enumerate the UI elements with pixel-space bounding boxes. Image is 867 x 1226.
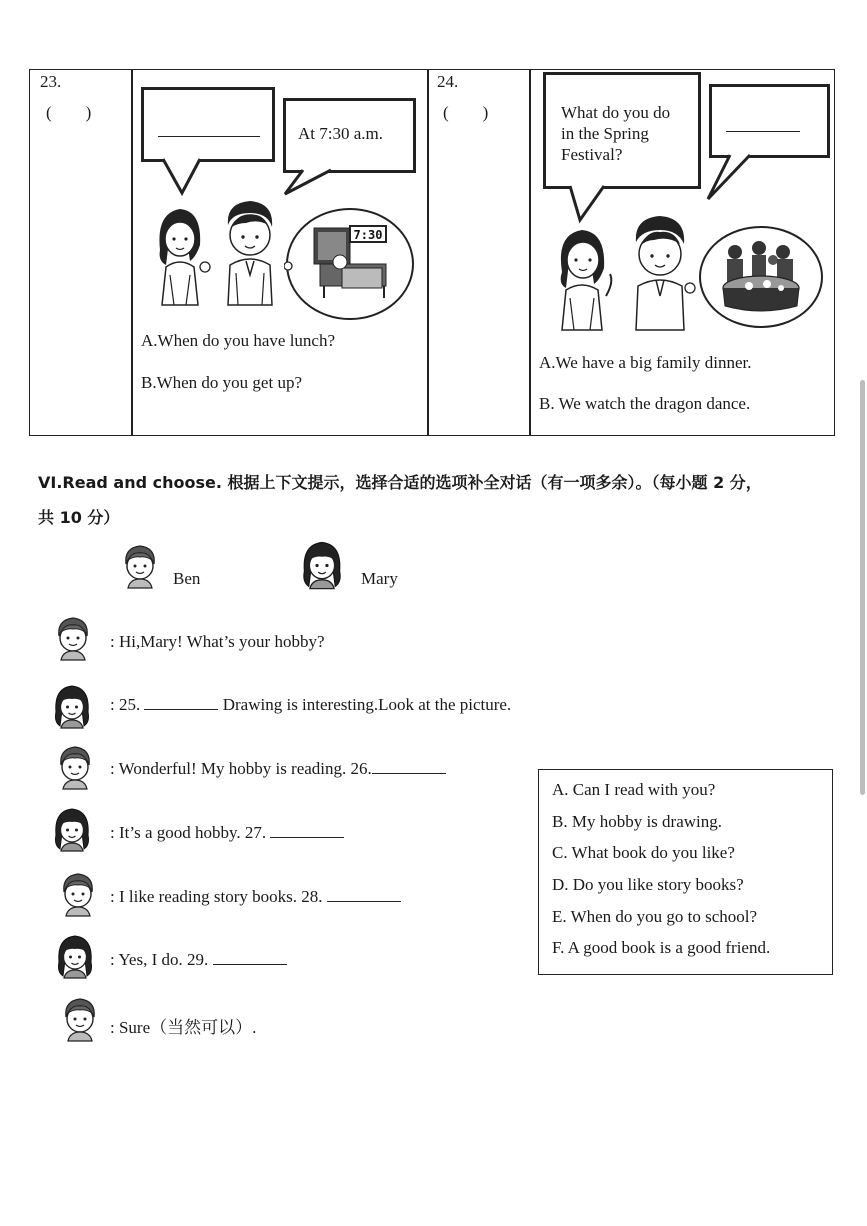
dialogue-line-2: : 25. Drawing is interesting.Look at the picture. [110,695,512,714]
q23-children-illustration [150,195,285,310]
ben-name: Ben [173,569,201,588]
choice-f[interactable]: F. A good book is a good friend. [552,938,771,958]
dialogue-7-ben-avatar [60,995,100,1045]
choice-d[interactable]: D. Do you like story books? [552,875,744,895]
q24-option-b[interactable]: B. We watch the dragon dance. [539,394,751,413]
vertical-scrollbar[interactable] [860,380,865,795]
choice-a[interactable]: A. Can I read with you? [552,780,716,799]
dialogue-line-4: : It’s a good hobby. 27. [110,823,344,843]
dialogue-line-6: : Yes, I do. 29. [110,950,287,970]
q24-number-cell [427,69,531,436]
blank-26[interactable] [372,759,446,774]
q23-left-speech-bubble [141,87,275,162]
q23-number-cell [29,69,133,436]
q24-bubble-line-2: in the Spring [561,124,649,143]
dialogue-3-ben-avatar [55,743,95,793]
dialogue-5-ben-avatar [58,870,98,920]
q23-option-a[interactable]: A.When do you have lunch? [141,331,336,350]
q24-children-illustration [548,212,696,332]
dialogue-4-mary-avatar [52,805,94,855]
mary-avatar [300,538,344,592]
choice-c[interactable]: C. What book do you like? [552,843,735,863]
ben-avatar [120,542,160,594]
q24-family-dinner-illustration [697,224,825,330]
blank-29[interactable] [213,950,287,965]
choice-b[interactable]: B. My hobby is drawing. [552,811,722,831]
q24-right-speech-bubble [709,84,830,158]
q24-left-speech-bubble [543,72,701,189]
section-vi-title-line2: 共 10 分） [38,508,120,527]
mary-name: Mary [361,569,398,588]
dialogue-1-ben-avatar [53,614,93,664]
dialogue-6-mary-avatar [55,932,97,982]
q23-left-bubble-tail [160,157,210,197]
blank-28[interactable] [327,887,401,902]
q23-right-bubble-tail [283,168,343,198]
choice-e[interactable]: E. When do you go to school? [552,906,758,926]
q24-option-a[interactable]: A.We have a big family dinner. [539,353,752,372]
q24-bubble-line-1: What do you do [561,103,671,122]
q23-right-bubble-text: At 7:30 a.m. [298,124,383,143]
blank-25[interactable] [144,695,218,710]
dialogue-line-3: : Wonderful! My hobby is reading. 26. [110,759,446,779]
q23-answer-blank [158,136,260,137]
q23-right-speech-bubble [283,98,416,173]
q23-wakeup-scene-illustration [284,206,416,322]
q23-answer-paren[interactable]: ( ) [46,103,92,122]
q23-number: 23. [40,72,62,91]
q24-answer-paren[interactable]: ( ) [443,103,489,122]
dialogue-line-1: : Hi,Mary! What’s your hobby? [110,632,325,651]
q24-number: 24. [437,72,459,91]
q24-right-bubble-tail [706,153,756,203]
q23-option-b[interactable]: B.When do you get up? [141,373,302,392]
answer-options-box [538,769,833,975]
section-vi-title: VI.Read and choose. 根据上下文提示，选择合适的选项补全对话（有一项多余）。（每小题 2 分， [38,473,762,492]
dialogue-line-5: : I like reading story books. 28. [110,887,401,907]
q24-bubble-line-3: Festival? [561,145,623,164]
q23-clock-text: 7:30 [353,228,383,242]
q24-answer-blank [726,131,800,132]
dialogue-line-7: : Sure（当然可以）. [110,1018,257,1037]
dialogue-2-mary-avatar [52,682,94,732]
blank-27[interactable] [270,823,344,838]
